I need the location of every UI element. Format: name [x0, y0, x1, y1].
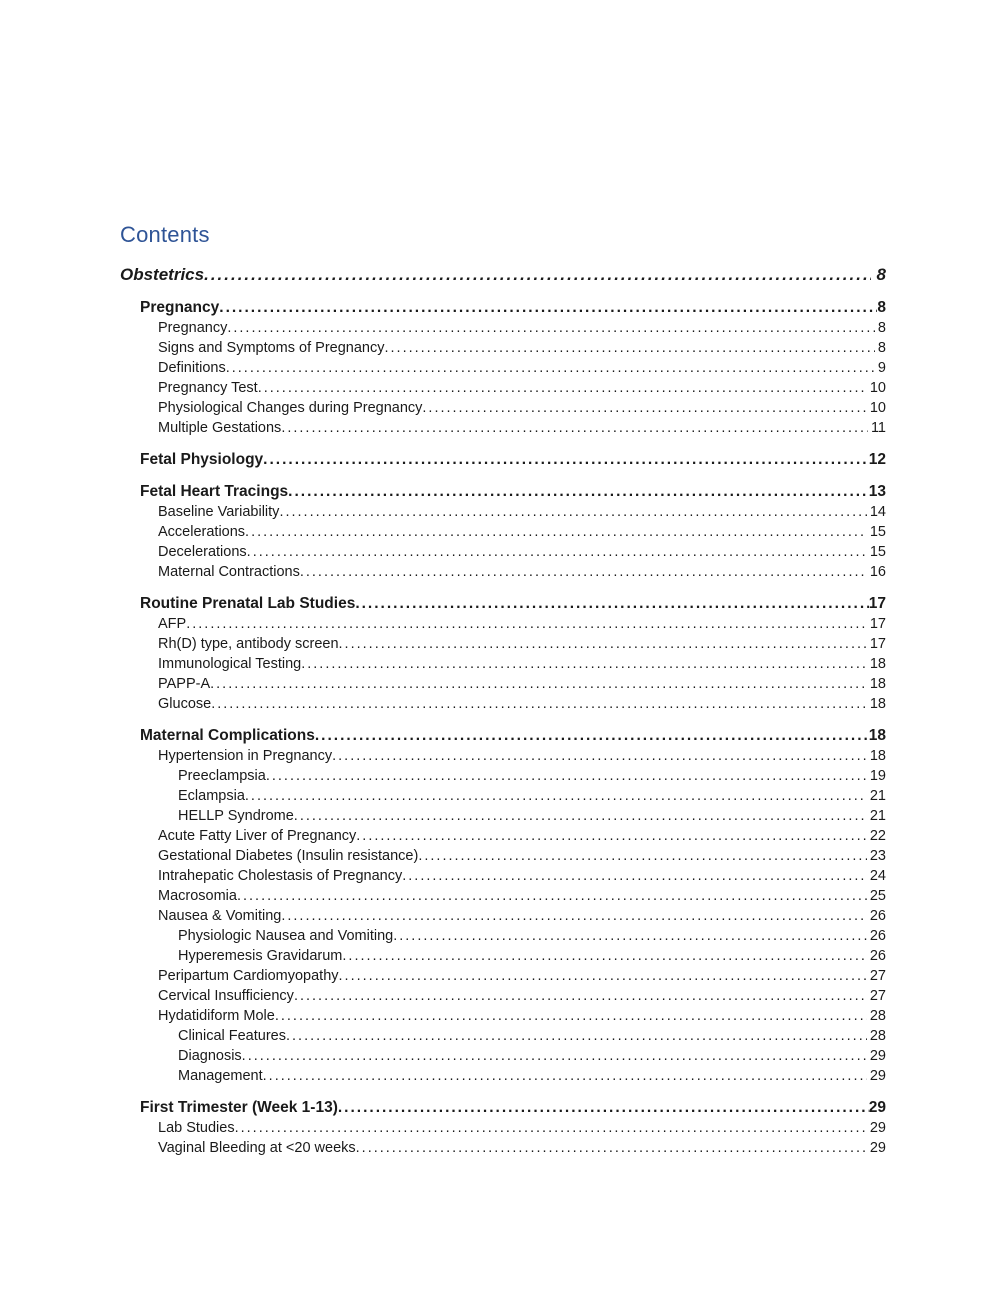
toc-entry-page: 29: [869, 1048, 886, 1064]
toc-entry[interactable]: [120, 1026, 886, 1046]
toc-entry[interactable]: [120, 1046, 886, 1066]
toc-leader-dots: [301, 654, 867, 674]
toc-leader-dots: [402, 866, 867, 886]
toc-leader-dots: [242, 1046, 867, 1066]
toc-entry[interactable]: [120, 562, 886, 582]
toc-entry[interactable]: [120, 398, 886, 418]
toc-leader-dots: [263, 1066, 867, 1086]
toc-leader-dots: [339, 966, 867, 986]
toc-leader-dots: [219, 297, 877, 318]
toc-entry-label: Maternal Contractions: [158, 564, 300, 580]
toc-leader-dots: [332, 746, 867, 766]
toc-entry[interactable]: [120, 358, 886, 378]
toc-entry[interactable]: [120, 634, 886, 654]
toc-entry-label: Pregnancy: [140, 299, 220, 316]
toc-entry-page: 15: [869, 524, 886, 540]
toc-entry-label: PAPP-A: [158, 676, 211, 692]
toc-leader-dots: [393, 926, 867, 946]
toc-entry-label: Macrosomia: [158, 888, 237, 904]
toc-entry[interactable]: [120, 746, 886, 766]
toc-entry-page: 16: [869, 564, 886, 580]
toc-entry-page: 14: [869, 504, 886, 520]
toc-entry-label: Acute Fatty Liver of Pregnancy: [158, 828, 357, 844]
toc-list: [120, 264, 886, 1158]
toc-entry-page: 19: [869, 768, 886, 784]
toc-entry[interactable]: [120, 806, 886, 826]
toc-entry-page: 15: [869, 544, 886, 560]
toc-entry[interactable]: [120, 786, 886, 806]
toc-entry[interactable]: [120, 654, 886, 674]
toc-entry-label: AFP: [158, 616, 187, 632]
toc-entry-label: Multiple Gestations: [158, 420, 282, 436]
toc-entry[interactable]: [120, 297, 886, 318]
page-title: Contents: [120, 222, 210, 247]
toc-entry[interactable]: [120, 614, 886, 634]
toc-entry-page: 12: [868, 451, 886, 468]
toc-entry-label: Fetal Physiology: [140, 451, 264, 468]
toc-leader-dots: [288, 481, 869, 502]
toc-entry-label: Vaginal Bleeding at <20 weeks: [158, 1140, 356, 1156]
toc-leader-dots: [342, 946, 866, 966]
toc-entry-label: Obstetrics: [120, 265, 205, 284]
toc-leader-dots: [294, 986, 867, 1006]
toc-entry-label: Hypertension in Pregnancy: [158, 748, 333, 764]
toc-entry-label: Intrahepatic Cholestasis of Pregnancy: [158, 868, 403, 884]
toc-entry[interactable]: [120, 418, 886, 438]
toc-entry-page: 8: [877, 299, 886, 316]
toc-entry-page: 28: [869, 1008, 886, 1024]
toc-leader-dots: [384, 338, 874, 358]
toc-entry-page: 17: [869, 636, 886, 652]
toc-entry-page: 21: [869, 788, 886, 804]
toc-leader-dots: [356, 1138, 867, 1158]
toc-entry-label: Signs and Symptoms of Pregnancy: [158, 340, 385, 356]
toc-entry[interactable]: [120, 766, 886, 786]
toc-entry-page: 29: [869, 1120, 886, 1136]
toc-leader-dots: [356, 826, 867, 846]
toc-leader-dots: [286, 1026, 867, 1046]
toc-entry[interactable]: [120, 886, 886, 906]
toc-entry-label: Pregnancy: [158, 320, 228, 336]
toc-entry-label: Baseline Variability: [158, 504, 280, 520]
toc-entry-page: 29: [868, 1099, 886, 1116]
toc-leader-dots: [355, 593, 868, 614]
toc-entry[interactable]: [120, 449, 886, 470]
toc-leader-dots: [245, 522, 867, 542]
toc-leader-dots: [186, 614, 867, 634]
toc-entry[interactable]: [120, 986, 886, 1006]
toc-entry-label: Glucose: [158, 696, 212, 712]
toc-entry-label: First Trimester (Week 1-13): [140, 1099, 338, 1116]
toc-leader-dots: [204, 264, 870, 286]
toc-entry[interactable]: [120, 542, 886, 562]
toc-entry[interactable]: [120, 481, 886, 502]
toc-entry[interactable]: [120, 1066, 886, 1086]
toc-entry-page: 17: [869, 616, 886, 632]
toc-leader-dots: [281, 906, 867, 926]
toc-entry-page: 27: [869, 968, 886, 984]
toc-leader-dots: [245, 786, 867, 806]
toc-entry-page: 24: [869, 868, 886, 884]
toc-entry[interactable]: [120, 966, 886, 986]
toc-entry[interactable]: [120, 694, 886, 714]
toc-entry-page: 18: [868, 727, 886, 744]
toc-entry-page: 26: [869, 908, 886, 924]
toc-entry-label: Cervical Insufficiency: [158, 988, 294, 1004]
toc-entry-page: 25: [869, 888, 886, 904]
toc-leader-dots: [315, 725, 869, 746]
toc-entry-label: Hydatidiform Mole: [158, 1008, 275, 1024]
toc-entry-label: Physiologic Nausea and Vomiting: [178, 928, 394, 944]
toc-entry-page: 28: [869, 1028, 886, 1044]
toc-leader-dots: [226, 358, 875, 378]
toc-leader-dots: [258, 378, 867, 398]
toc-entry-label: Eclampsia: [178, 788, 245, 804]
toc-leader-dots: [418, 846, 867, 866]
toc-entry-label: Clinical Features: [178, 1028, 286, 1044]
toc-entry[interactable]: [120, 946, 886, 966]
toc-entry[interactable]: [120, 826, 886, 846]
toc-entry-page: 29: [869, 1068, 886, 1084]
toc-entry-page: 18: [869, 656, 886, 672]
toc-leader-dots: [422, 398, 866, 418]
toc-entry-label: Physiological Changes during Pregnancy: [158, 400, 423, 416]
toc-entry-label: Immunological Testing: [158, 656, 302, 672]
toc-entry-page: 18: [869, 748, 886, 764]
toc-leader-dots: [281, 418, 868, 438]
toc-entry-label: Accelerations: [158, 524, 246, 540]
toc-entry[interactable]: [120, 338, 886, 358]
toc-entry[interactable]: [120, 906, 886, 926]
toc-entry-label: Lab Studies: [158, 1120, 235, 1136]
toc-leader-dots: [235, 1118, 867, 1138]
toc-entry-page: 8: [876, 265, 886, 284]
toc-entry-page: 27: [869, 988, 886, 1004]
toc-entry[interactable]: [120, 725, 886, 746]
toc-leader-dots: [338, 1097, 869, 1118]
toc-entry[interactable]: [120, 593, 886, 614]
toc-entry-page: 21: [869, 808, 886, 824]
toc-entry[interactable]: [120, 1138, 886, 1158]
toc-leader-dots: [275, 1006, 867, 1026]
toc-entry[interactable]: [120, 264, 886, 286]
toc-entry-page: 9: [877, 360, 886, 376]
toc-entry-page: 29: [869, 1140, 886, 1156]
toc-entry-label: Gestational Diabetes (Insulin resistance): [158, 848, 419, 864]
toc-entry-page: 18: [869, 696, 886, 712]
toc-entry[interactable]: [120, 1097, 886, 1118]
toc-entry[interactable]: [120, 522, 886, 542]
toc-entry[interactable]: [120, 846, 886, 866]
toc-leader-dots: [210, 674, 867, 694]
toc-entry-label: Fetal Heart Tracings: [140, 483, 289, 500]
toc-entry-label: Peripartum Cardiomyopathy: [158, 968, 339, 984]
toc-leader-dots: [211, 694, 867, 714]
toc-entry-label: Preeclampsia: [178, 768, 266, 784]
toc-leader-dots: [279, 502, 866, 522]
toc-entry[interactable]: [120, 926, 886, 946]
toc-entry-label: Rh(D) type, antibody screen: [158, 636, 339, 652]
toc-entry[interactable]: [120, 674, 886, 694]
toc-entry-page: 22: [869, 828, 886, 844]
toc-leader-dots: [227, 318, 875, 338]
toc-entry-label: Hyperemesis Gravidarum: [178, 948, 343, 964]
toc-leader-dots: [266, 766, 867, 786]
toc-entry[interactable]: [120, 866, 886, 886]
toc-leader-dots: [339, 634, 867, 654]
toc-leader-dots: [247, 542, 867, 562]
toc-entry-page: 23: [869, 848, 886, 864]
toc-entry-label: Routine Prenatal Lab Studies: [140, 595, 356, 612]
toc-entry-page: 26: [869, 928, 886, 944]
toc-entry[interactable]: [120, 378, 886, 398]
toc-entry-page: 18: [869, 676, 886, 692]
toc-entry[interactable]: [120, 1118, 886, 1138]
toc-entry-page: 26: [869, 948, 886, 964]
toc-entry-label: Pregnancy Test: [158, 380, 258, 396]
toc-entry-label: Maternal Complications: [140, 727, 315, 744]
toc-entry-page: 17: [868, 595, 886, 612]
toc-entry-label: Decelerations: [158, 544, 247, 560]
toc-entry-page: 11: [870, 420, 886, 436]
toc-entry[interactable]: [120, 1006, 886, 1026]
toc-entry-label: Definitions: [158, 360, 226, 376]
toc-entry-label: Diagnosis: [178, 1048, 242, 1064]
toc-entry-label: Management: [178, 1068, 263, 1084]
toc-entry-page: 8: [877, 340, 886, 356]
toc-leader-dots: [263, 449, 869, 470]
toc-entry[interactable]: [120, 502, 886, 522]
toc-leader-dots: [237, 886, 867, 906]
toc-entry-page: 10: [869, 380, 886, 396]
toc-entry-page: 8: [877, 320, 886, 336]
toc-entry[interactable]: [120, 318, 886, 338]
toc-entry-page: 13: [868, 483, 886, 500]
toc-leader-dots: [300, 562, 867, 582]
toc-leader-dots: [294, 806, 867, 826]
toc-entry-label: HELLP Syndrome: [178, 808, 294, 824]
toc-entry-label: Nausea & Vomiting: [158, 908, 282, 924]
toc-entry-page: 10: [869, 400, 886, 416]
